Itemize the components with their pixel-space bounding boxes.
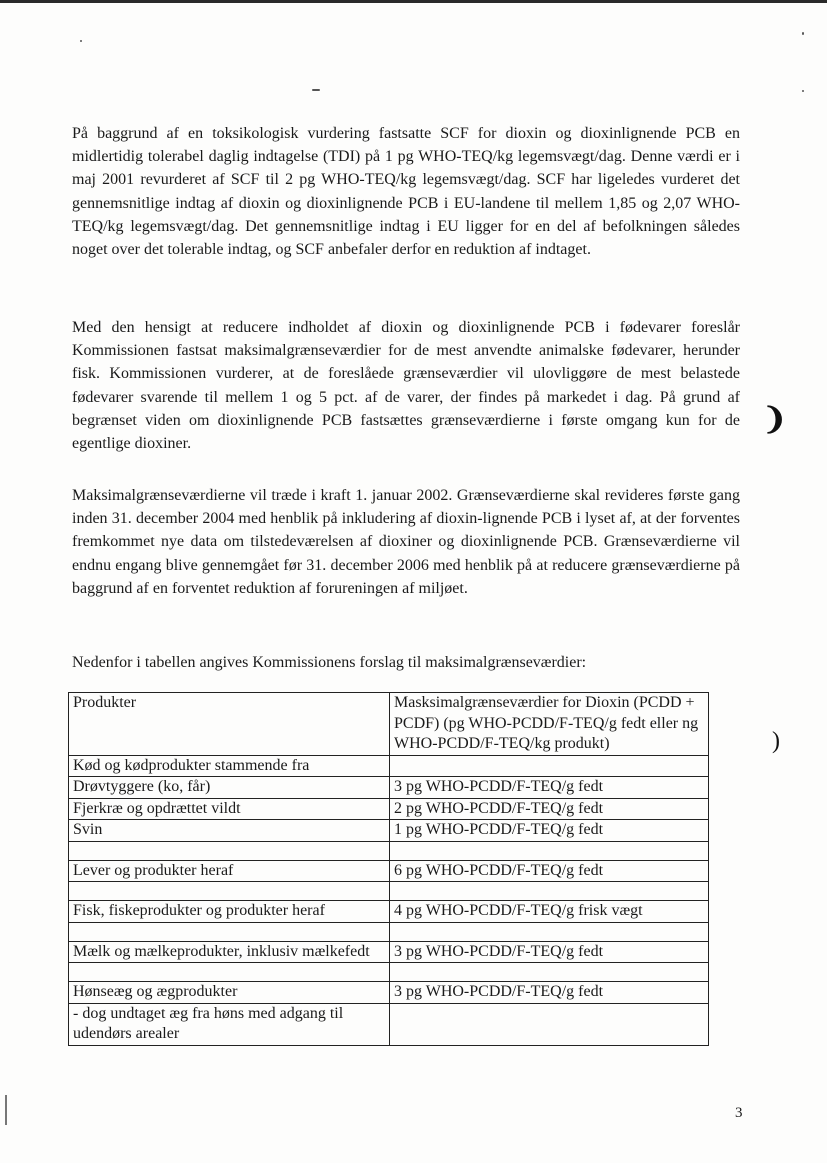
table-row (69, 901, 709, 923)
binder-hole-mark: ) (772, 728, 780, 754)
table-header-row (69, 693, 709, 756)
header-max-limits: Masksimalgrænseværdier for Dioxin (PCDD + PCDF) (pg WHO-PCDD/F-TEQ/g fedt eller ng WHO-PCDD/F-TEQ/kg produkt) (390, 693, 709, 756)
scan-speck (802, 90, 804, 92)
table-spacer-row (69, 963, 709, 982)
product-cell (69, 922, 390, 941)
limit-cell (390, 963, 709, 982)
table-spacer-row (69, 922, 709, 941)
product-cell (69, 882, 390, 901)
product-cell: Kød og kødprodukter stammende fra (69, 755, 390, 777)
scan-speck (80, 40, 82, 42)
limit-cell (390, 1003, 709, 1045)
limit-cell: 3 pg WHO-PCDD/F-TEQ/g fedt (390, 941, 709, 963)
table-row (69, 777, 709, 799)
paragraph-table-intro: Nedenfor i tabellen angives Kommissionens forslag til maksimalgrænseværdier: (72, 654, 587, 671)
table-spacer-row (69, 882, 709, 901)
product-cell: Svin (69, 820, 390, 842)
product-cell: - dog undtaget æg fra høns med adgang til udendørs arealer (69, 1003, 390, 1045)
table-row (69, 982, 709, 1004)
limit-cell (390, 922, 709, 941)
table-row (69, 755, 709, 777)
paragraph-tdi: På baggrund af en toksikologisk vurdering fastsatte SCF for dioxin og dioxinlignende PCB en midlertidig tolerabel daglig indtagelse (TDI) på 1 pg WHO-TEQ/kg legemsvægt/dag. Denne værdi er i maj 2001 revurderet af SCF til 2 pg WHO-TEQ/kg legemsvægt/dag. SCF har ligeledes vurderet det gennemsnitlige indtag af dioxin og dioxinlignende PCB i EU-landene til mellem 1,85 og 2,07 WHO-TEQ/kg legemsvægt/dag. Det gennemsnitlige indtag i EU ligger for en del af befolkningen således noget over det tolerable indtag, og SCF anbefaler derfor en reduktion af indtaget. (72, 125, 740, 259)
table-row (69, 1003, 709, 1045)
page-top-edge-line (0, 0, 827, 3)
limit-cell: 6 pg WHO-PCDD/F-TEQ/g fedt (390, 860, 709, 882)
header-products: Produkter (69, 693, 390, 756)
scan-speck (802, 32, 804, 35)
table-row (69, 860, 709, 882)
page-number: 3 (735, 1105, 743, 1121)
scan-edge-mark (5, 1095, 7, 1125)
scan-speck (312, 89, 320, 91)
product-cell (69, 841, 390, 860)
binder-hole-mark: ❩ (762, 403, 788, 436)
paragraph-entry-into-force: Maksimalgrænseværdierne vil træde i kraft 1. januar 2002. Grænseværdierne skal revideres første gang inden 31. december 2004 med henblik på inkludering af dioxin-lignende PCB i lyset af, at der forventes fremkommet nye data om tilstedeværelsen af dioxiner og dioxinlignende PCB. Grænseværdierne vil endnu engang blive gennemgået før 31. december 2006 med henblik på at reducere grænseværdierne på baggrund af en forventet reduktion af forureningen af miljøet. (72, 487, 740, 597)
limit-cell (390, 755, 709, 777)
limit-cell: 4 pg WHO-PCDD/F-TEQ/g frisk vægt (390, 901, 709, 923)
table-row (69, 820, 709, 842)
limit-cell: 1 pg WHO-PCDD/F-TEQ/g fedt (390, 820, 709, 842)
limit-cell: 3 pg WHO-PCDD/F-TEQ/g fedt (390, 777, 709, 799)
table-spacer-row (69, 841, 709, 860)
product-cell: Mælk og mælkeprodukter, inklusiv mælkefedt (69, 941, 390, 963)
product-cell: Lever og produkter heraf (69, 860, 390, 882)
limit-cell: 2 pg WHO-PCDD/F-TEQ/g fedt (390, 798, 709, 820)
product-cell: Hønseæg og ægprodukter (69, 982, 390, 1004)
product-cell: Fisk, fiskeprodukter og produkter heraf (69, 901, 390, 923)
table-row (69, 798, 709, 820)
product-cell: Fjerkræ og opdrættet vildt (69, 798, 390, 820)
limit-cell (390, 841, 709, 860)
product-cell (69, 963, 390, 982)
product-cell: Drøvtyggere (ko, får) (69, 777, 390, 799)
paragraph-commission-proposal: Med den hensigt at reducere indholdet af dioxin og dioxinlignende PCB i fødevarer foreslår Kommissionen fastsat maksimalgrænseværdier for de mest anvendte animalske fødevarer, herunder fisk. Kommissionen vurderer, at de foreslåede grænseværdier vil ulovliggøre de mest belastede fødevarer svarende til mellem 1 og 5 pct. af de varer, der findes på markedet i dag. På grund af begrænset viden om dioxinlignende PCB fastsættes grænseværdierne i første omgang kun for de egentlige dioxiner. (72, 319, 740, 453)
max-limits-table (68, 692, 709, 1046)
table-row (69, 941, 709, 963)
limit-cell: 3 pg WHO-PCDD/F-TEQ/g fedt (390, 982, 709, 1004)
limit-cell (390, 882, 709, 901)
